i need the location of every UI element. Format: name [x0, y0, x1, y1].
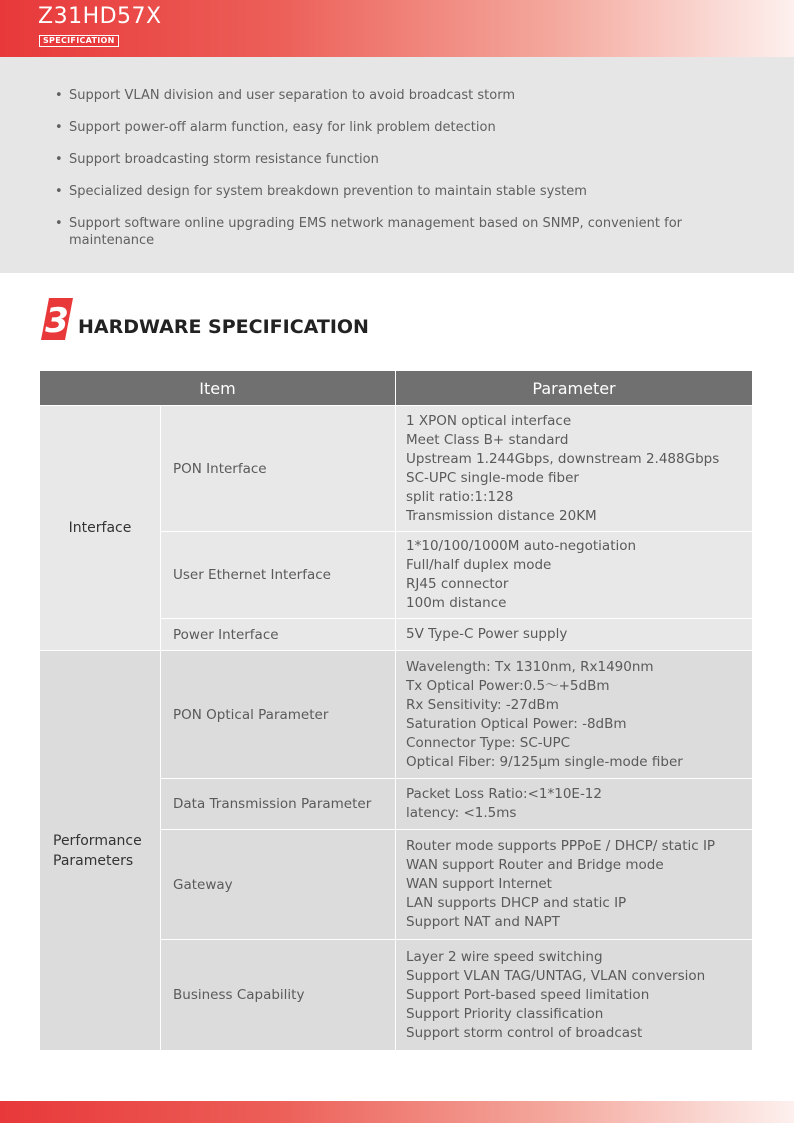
parameter-line: Meet Class B+ standard — [406, 431, 569, 448]
table-row — [40, 651, 753, 779]
parameter-line: LAN supports DHCP and static IP — [406, 895, 627, 911]
parameter-line: 5V Type-C Power supply — [406, 626, 568, 642]
parameter-cell — [396, 779, 753, 830]
parameter-line: Optical Fiber: 9/125μm single-mode fiber — [406, 753, 683, 770]
product-model: Z31HD57X — [38, 4, 162, 29]
parameter-line: Support Priority classification — [406, 1005, 604, 1022]
parameter-line: WAN support Router and Bridge mode — [406, 857, 664, 873]
parameter-cell — [396, 406, 753, 532]
parameter-line: Support NAT and NAPT — [406, 914, 560, 930]
parameter-line: WAN support Internet — [406, 876, 552, 892]
column-header-item: Item — [40, 371, 396, 406]
parameter-line: Connector Type: SC-UPC — [406, 734, 571, 751]
parameter-cell — [396, 940, 753, 1051]
item-cell: Power Interface — [161, 619, 396, 651]
category-cell: Performance Parameters — [40, 651, 161, 1051]
parameter-line: Packet Loss Ratio:<1*10E-12 — [406, 786, 602, 802]
section-number: 3 — [45, 301, 69, 341]
parameter-line: Transmission distance 20KM — [406, 507, 597, 524]
table-header-row — [40, 371, 753, 406]
feature-item: • Support software online upgrading EMS network management based on SNMP, convenient for maintenance — [54, 215, 744, 249]
parameter-line: Support Port-based speed limitation — [406, 986, 650, 1003]
parameter-line: Support storm control of broadcast — [406, 1024, 643, 1041]
item-cell: PON Optical Parameter — [161, 651, 396, 779]
feature-item: • Support broadcasting storm resistance function — [54, 151, 744, 168]
parameter-line: 1 XPON optical interface — [406, 412, 572, 429]
item-cell: Data Transmission Parameter — [161, 779, 396, 830]
parameter-line: RJ45 connector — [406, 576, 509, 592]
parameter-line: Upstream 1.244Gbps, downstream 2.488Gbps — [406, 450, 720, 467]
hardware-spec-table — [39, 370, 753, 1051]
table-row — [40, 406, 753, 532]
parameter-cell — [396, 830, 753, 940]
category-cell: Interface — [40, 406, 161, 651]
feature-item: • Specialized design for system breakdown prevention to maintain stable system — [54, 183, 744, 200]
specification-tag: SPECIFICATION — [39, 35, 119, 47]
feature-list — [54, 87, 744, 264]
section-number-badge — [40, 296, 74, 342]
parameter-line: Tx Optical Power:0.5～+5dBm — [406, 677, 610, 694]
feature-item: • Support power-off alarm function, easy for link problem detection — [54, 119, 744, 136]
feature-list-panel — [0, 57, 794, 273]
parameter-line: Support VLAN TAG/UNTAG, VLAN conversion — [406, 967, 706, 984]
feature-item: • Support VLAN division and user separation to avoid broadcast storm — [54, 87, 744, 104]
page-header-banner — [0, 0, 794, 57]
parameter-line: Router mode supports PPPoE / DHCP/ static IP — [406, 838, 716, 854]
parameter-line: Full/half duplex mode — [406, 557, 552, 573]
item-cell: Business Capability — [161, 940, 396, 1051]
parameter-line: Wavelength: Tx 1310nm, Rx1490nm — [406, 658, 654, 675]
section-title: HARDWARE SPECIFICATION — [78, 316, 369, 338]
item-cell: User Ethernet Interface — [161, 532, 396, 619]
parameter-line: Rx Sensitivity: -27dBm — [406, 696, 559, 713]
page-footer-banner — [0, 1101, 794, 1123]
parameter-line: split ratio:1:128 — [406, 488, 514, 505]
parameter-line: Saturation Optical Power: -8dBm — [406, 715, 627, 732]
column-header-parameter: Parameter — [396, 371, 753, 406]
parameter-line: latency: <1.5ms — [406, 805, 517, 821]
parameter-line: 1*10/100/1000M auto-negotiation — [406, 538, 637, 554]
item-cell: Gateway — [161, 830, 396, 940]
item-cell: PON Interface — [161, 406, 396, 532]
parameter-line: SC-UPC single-mode fiber — [406, 469, 579, 486]
section-heading — [40, 296, 440, 342]
parameter-line: Layer 2 wire speed switching — [406, 948, 603, 965]
parameter-cell — [396, 651, 753, 779]
parameter-cell — [396, 532, 753, 619]
parameter-cell — [396, 619, 753, 651]
parameter-line: 100m distance — [406, 595, 507, 611]
